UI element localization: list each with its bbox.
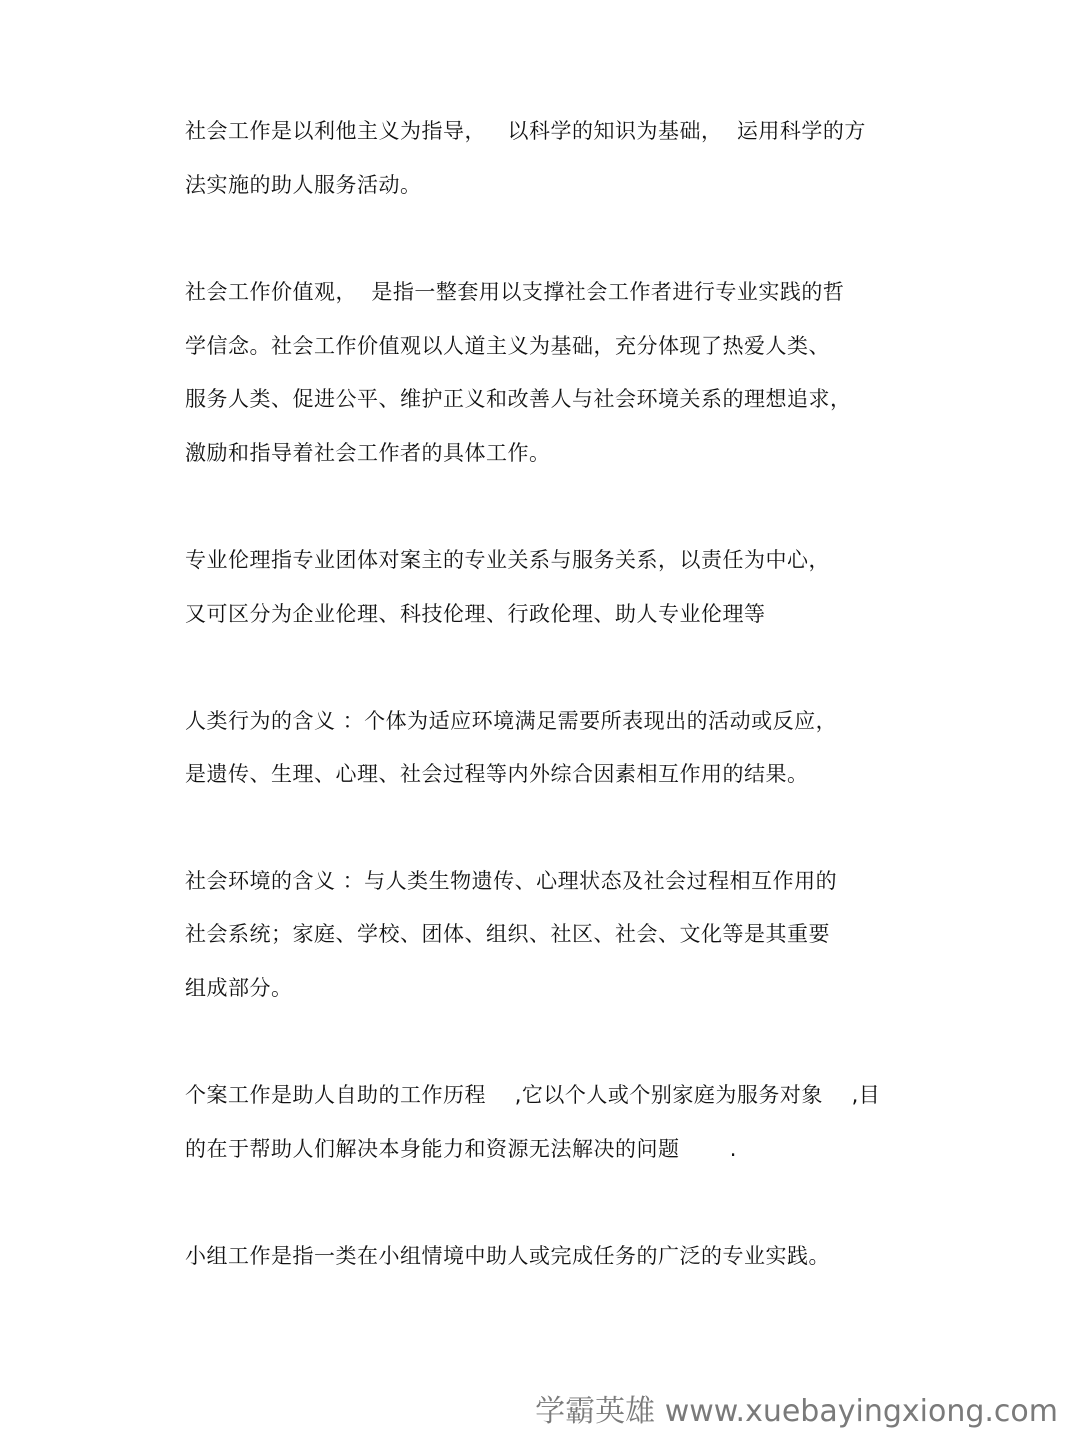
paragraph-1-line-1: 社会工作是以利他主义为指导， 以科学的知识为基础， 运用科学的方 <box>185 119 866 143</box>
paragraph-7-line-1: 小组工作是指一类在小组情境中助人或完成任务的广泛的专业实践。 <box>185 1244 830 1268</box>
paragraph-5-line-2: 社会系统；家庭、学校、团体、组织、社区、社会、文化等是其重要 <box>185 922 830 946</box>
paragraph-1-line-2: 法实施的助人服务活动。 <box>185 173 422 197</box>
paragraph-2-line-3: 服务人类、促进公平、维护正义和改善人与社会环境关系的理想追求， <box>185 387 852 411</box>
paragraph-4-line-1: 人类行为的含义 ：个体为适应环境满足需要所表现出的活动或反应， <box>185 709 838 733</box>
site-watermark: 学霸英雄 www.xuebayingxiong.com <box>535 1394 1058 1429</box>
paragraph-2-line-4: 激励和指导着社会工作者的具体工作。 <box>185 441 551 465</box>
paragraph-3-line-2: 又可区分为企业伦理、科技伦理、行政伦理、助人专业伦理等 <box>185 602 766 626</box>
paragraph-2-line-2: 学信念。社会工作价值观以人道主义为基础，充分体现了热爱人类、 <box>185 334 830 358</box>
paragraph-4-line-2: 是遗传、生理、心理、社会过程等内外综合因素相互作用的结果。 <box>185 762 809 786</box>
paragraph-5-line-1: 社会环境的含义 ：与人类生物遗传、心理状态及社会过程相互作用的 <box>185 869 838 893</box>
paragraph-5-line-3: 组成部分。 <box>185 976 293 1000</box>
paragraph-6-line-1: 个案工作是助人自助的工作历程 ,它以个人或个别家庭为服务对象 ,目 <box>185 1083 881 1107</box>
paragraph-6-line-2: 的在于帮助人们解决本身能力和资源无法解决的问题 . <box>185 1137 737 1161</box>
paragraph-3-line-1: 专业伦理指专业团体对案主的专业关系与服务关系，以责任为中心， <box>185 548 830 572</box>
paragraph-2-line-1: 社会工作价值观， 是指一整套用以支撑社会工作者进行专业实践的哲 <box>185 280 845 304</box>
